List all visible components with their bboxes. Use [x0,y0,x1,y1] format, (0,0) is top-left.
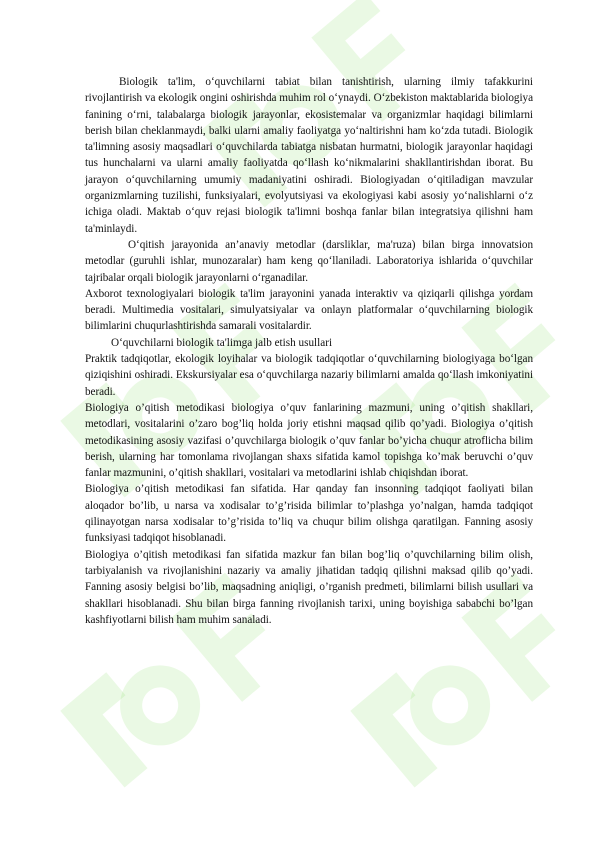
section-heading: O‘quvchilarni biologik ta'limga jalb etish usullari [111,336,333,349]
paragraph-methodology-as-science: Biologiya o’qitish metodikasi fan sifatida. Har qanday fan insonning tadqiqot faoliyati bilan aloqador bo’lib, u narsa va xodisalar to’g’risida bilimlar to’plashga yo’nalgan, hamda tadqiqot qilinayotgan narsa xodisalar to’g’risida to’liq va chuqur bilim olishga qaratilgan. Fanning asosiy funksiyasi tadqiqot hisoblanadi. [85,483,533,545]
paragraph-intro: Biologik ta'lim, o‘quvchilarni tabiat bilan tanishtirish, ularning ilmiy tafakkurini rivojlantirish va ekologik ongini oshirishda muhim rol o‘ynaydi. O‘zbekiston maktablarida biologiya fanining o‘rni, talabalarga biologik jarayonlar, ekosistemalar va organizmlar haqidagi bilimlarni berish bilan cheklanmaydi, balki ularni amaliy faoliyatga yo‘naltirishni ham ko‘zda tutadi. Biologik ta'limning asosiy maqsadlari o‘quvchilarda tabiatga nisbatan hurmatni, biologik jarayonlar haqidagi tus hunchalarni va ularni amaliy faoliyatda qo‘llash ko‘nikmalarini shakllantirishdan iborat. Bu jarayon o‘quvchilarning umumiy madaniyatini oshiradi. Biologiyadan o‘qitiladigan mavzular organizmlarning tuzilishi, funksiyalari, evolyutsiyasi va ekologiyasi kabi asosiy yo‘nalishlarni o‘z ichiga oladi. Maktab o‘quv rejasi biologik ta'limni boshqa fanlar bilan integratsiya qilishni ham ta'minlaydi. [85,76,533,235]
paragraph-methodology: Biologiya o’qitish metodikasi biologiya o’quv fanlarining mazmuni, uning o’qitish shakllari, metodlari, vositalarini o’zaro bog’liq holda joriy etishni maqsad qilib qo’yadi. Biologiya o’qitish metodikasining asosiy vazifasi o’quvchilarga biologik o’quv fanlar bo’yicha chuqur atroflicha bilim berish, ularning har tomonlama rivojlangan shaxs sifatida kamol topishga ko’mak beruvchi o’quv fanlar mazmunini, o’qitish shakllari, vositalari va metodlarini ishlab chiqishdan iborat. [85,401,533,480]
document-body [85,74,533,628]
paragraph-teaching-methods: O‘qitish jarayonida an’anaviy metodlar (darsliklar, ma'ruza) bilan birga innovatsion metodlar (guruhli ishlar, munozaralar) ham keng qo‘llaniladi. Laboratoriya ishlarida o‘quvchilar tajribalar orqali biologik jarayonlarni o‘rganadilar. [85,238,533,284]
paragraph-information-technology: Axborot texnologiyalari biologik ta'lim jarayonini yanada interaktiv va qiziqarli qilishga yordam beradi. Multimedia vositalari, simulyatsiyalar va onlayn platformalar o‘quvchilarning biologik bilimlarini chuqurlashtirishda samarali vositalardir. [85,287,533,333]
paragraph-methodology-goals: Biologiya o’qitish metodikasi fan sifatida mazkur fan bilan bog’liq o’quvchilarning bilim olish, tarbiyalanish va rivojlanishini nazariy va amaliy jihatidan tadqiq qilishni maksad qilib qo’yadi. Fanning asosiy belgisi bo’lib, maqsadning aniqligi, o’rganish predmeti, bilimlarni bilish usullari va shakllari hisoblanadi. Shu bilan birga fanning rivojlanish tarixi, uning boyishiga sababchi bo’lgan kashfiyotlarni bilish ham muhim sanaladi. [85,548,533,626]
paragraph-practical-research: Praktik tadqiqotlar, ekologik loyihalar va biologik tadqiqotlar o‘quvchilarning biologiyaga bo‘lgan qiziqishini oshiradi. Ekskursiyalar esa o‘quvchilarga nazariy bilimlarni amalda qo‘llash imkoniyatini beradi. [85,353,533,398]
